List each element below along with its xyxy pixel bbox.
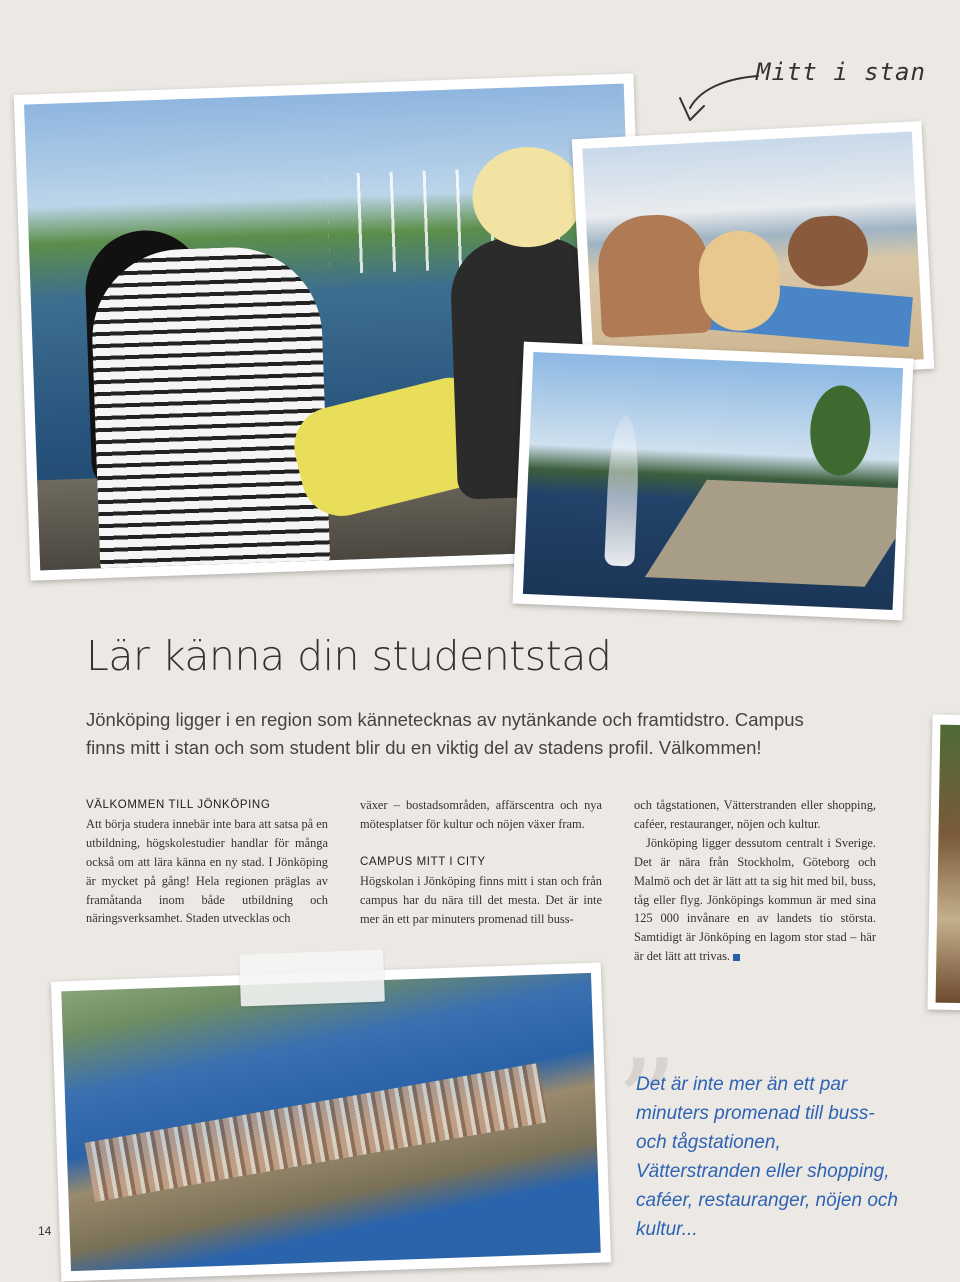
section-heading-campus: CAMPUS MITT I CITY — [360, 855, 486, 868]
tape-strip — [239, 950, 385, 1007]
column-2-body: Högskolan i Jönköping finns mitt i stan och från campus har du nära till det mesta. Det är inte mer än ett par minuters promenad till buss- — [360, 873, 602, 926]
photo-edge-partial — [927, 714, 960, 1010]
photo-edge-image — [936, 725, 960, 1004]
page-title: Lär känna din studentstad — [86, 632, 612, 680]
quote-mark-icon: ” — [616, 1035, 678, 1174]
girl-figure — [89, 244, 330, 570]
column-1-body: Att börja studera innebär inte bara att satsa på en utbildning, högskolestudier handlar för många också om att lära känna en ny stad. I Jönköping är mycket på gång! Hela regionen präglas av framåtanda inom både utbildning och näringsverksamhet. Staden utvecklas och — [86, 816, 328, 926]
end-mark-icon — [733, 954, 740, 961]
page-number: 14 — [38, 1224, 52, 1238]
hand-drawn-arrow-icon — [672, 68, 762, 128]
handwritten-label: Mitt i stan — [756, 58, 926, 86]
person-2 — [697, 229, 782, 333]
text-column-2 — [360, 796, 602, 928]
text-column-3 — [634, 796, 876, 966]
photo-fountain-harbour — [512, 342, 913, 621]
text-column-1 — [86, 796, 328, 928]
photo-aerial-city — [51, 962, 611, 1281]
tree — [808, 384, 872, 477]
quay — [645, 480, 903, 587]
pull-quote: Det är inte mer än ett par minuters promenad till buss- och tågstationen, Vätterstranden eller shopping, caféer, restauranger, nöjen och kultur... — [636, 1074, 898, 1240]
column-3-body — [634, 834, 876, 966]
person-1 — [596, 212, 712, 338]
person-3 — [786, 214, 870, 288]
section-heading-welcome: VÄLKOMMEN TILL JÖNKÖPING — [86, 799, 271, 811]
column-3-top: och tågstationen, Vätterstranden eller shopping, caféer, restauranger, nöjen och kultur. — [634, 798, 876, 831]
town-area — [85, 1063, 548, 1202]
column-2-top: växer – bostadsområden, affärscentra och nya mötesplatser för kultur och nöjen växer fram. — [360, 798, 602, 831]
column-3-body-text: Jönköping ligger dessutom centralt i Sverige. Det är nära från Stockholm, Göteborg och Malmö och det är lätt att ta sig hit med bil, buss, tåg eller flyg. Jönköpings kommun är med sina 125 000 invånare en av landets tio största. Samtidigt är Jönköping en lagom stor stad – här är det lätt att trivas. — [634, 835, 876, 964]
fountain-jet — [604, 415, 641, 566]
intro-paragraph: Jönköping ligger i en region som kännetecknas av nytänkande och framtidstro. Campus finns mitt i stan och som student blir du en viktig del av stadens profil. Välkommen! — [86, 709, 804, 758]
